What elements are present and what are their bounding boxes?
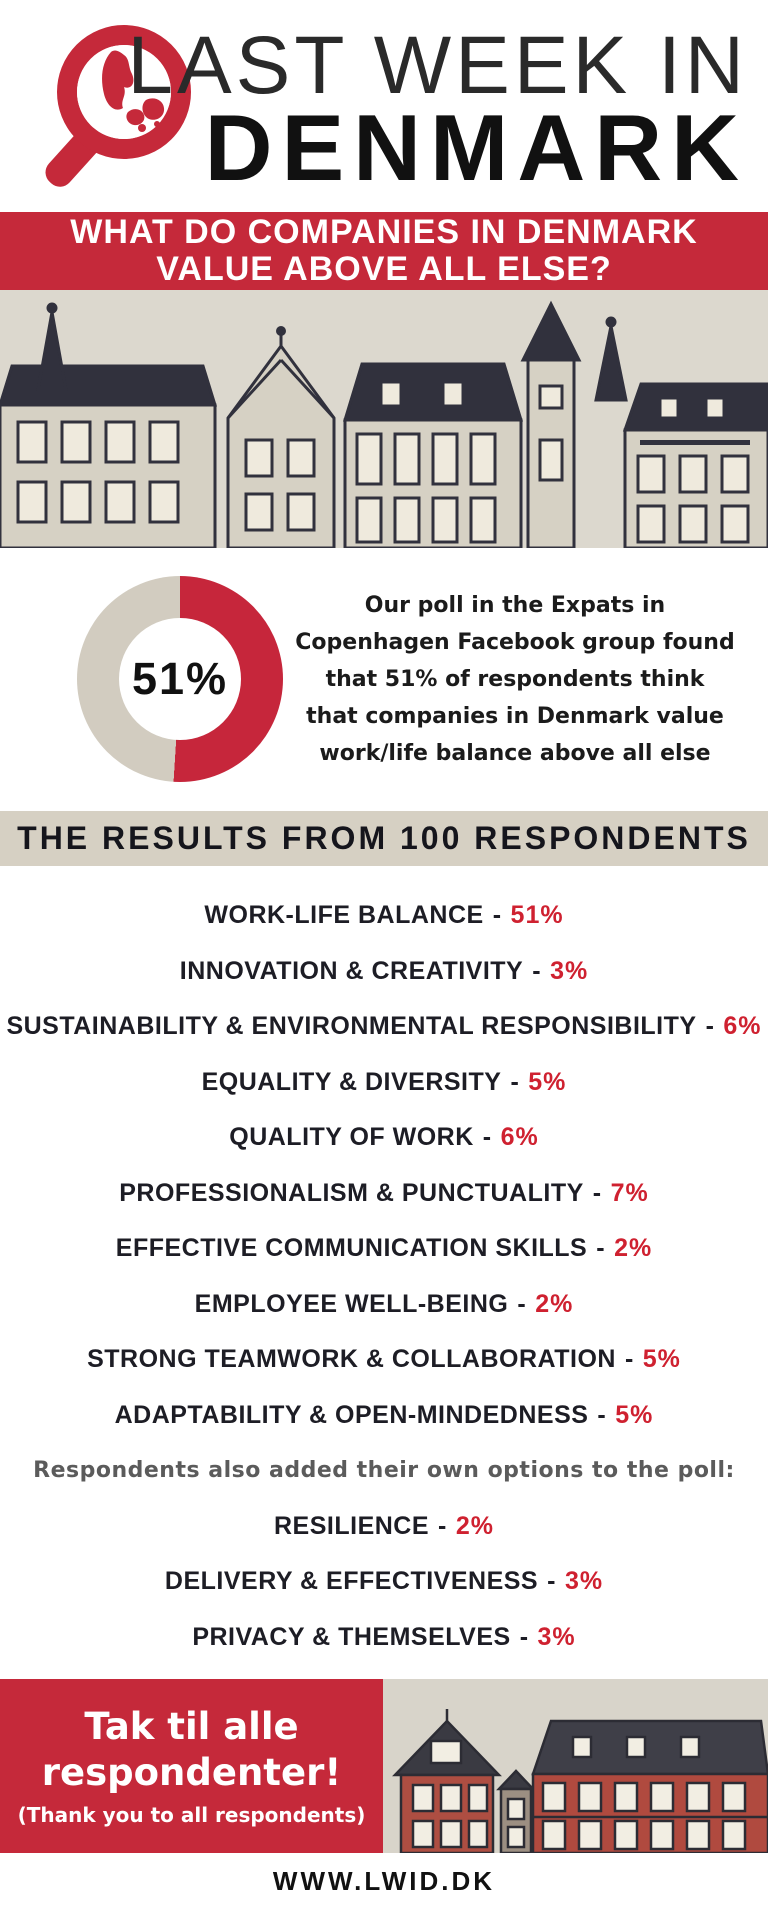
result-label: PRIVACY & THEMSELVES <box>192 1622 511 1651</box>
result-value: 6% <box>723 1012 762 1041</box>
result-row <box>0 999 768 1055</box>
result-row <box>0 888 768 944</box>
question-banner <box>0 212 768 290</box>
own-options-note-row <box>0 1443 768 1499</box>
result-label: PROFESSIONALISM & PUNCTUALITY <box>119 1178 584 1207</box>
question-line1: WHAT DO COMPANIES IN DENMARK <box>70 213 698 251</box>
result-row <box>0 1499 768 1555</box>
result-row <box>0 1055 768 1111</box>
result-value: 3% <box>550 956 589 985</box>
result-value: 5% <box>615 1400 654 1429</box>
result-value: 7% <box>610 1178 649 1207</box>
question-line2: VALUE ABOVE ALL ELSE? <box>156 250 612 288</box>
result-label: RESILIENCE <box>274 1511 430 1540</box>
result-value: 3% <box>564 1567 604 1596</box>
result-value: 2% <box>455 1511 494 1540</box>
poll-summary-line: that 51% of respondents think <box>325 667 705 692</box>
donut-center-label: 51% <box>131 653 229 704</box>
brand-line1: LAST WEEK IN <box>127 20 748 111</box>
brand <box>127 20 748 200</box>
result-label: QUALITY OF WORK <box>229 1123 474 1152</box>
result-label: EMPLOYEE WELL-BEING <box>194 1289 509 1318</box>
result-label: WORK-LIFE BALANCE <box>204 901 484 930</box>
header <box>0 0 768 212</box>
result-value: 5% <box>528 1067 567 1096</box>
red-townhouses-illustration <box>383 1679 768 1853</box>
result-separator: - <box>547 1567 556 1596</box>
result-row <box>0 1166 768 1222</box>
poll-summary-line: that companies in Denmark value <box>306 704 724 729</box>
poll-summary-line: Copenhagen Facebook group found <box>295 630 735 655</box>
results-header-title: THE RESULTS FROM 100 RESPONDENTS <box>17 820 751 856</box>
result-label: ADAPTABILITY & OPEN-MINDEDNESS <box>114 1400 589 1429</box>
thanks-block <box>0 1679 383 1853</box>
poll-summary-line: work/life balance above all else <box>319 741 711 766</box>
result-value: 6% <box>500 1123 539 1152</box>
poll-summary-text <box>278 587 752 772</box>
result-value: 51% <box>510 901 564 930</box>
result-separator: - <box>519 1622 529 1651</box>
result-separator: - <box>705 1012 715 1041</box>
result-value: 5% <box>642 1345 681 1374</box>
main-results <box>0 888 768 1443</box>
result-label: EFFECTIVE COMMUNICATION SKILLS <box>115 1234 588 1263</box>
result-separator: - <box>592 1178 602 1207</box>
result-row <box>0 1277 768 1333</box>
website-url: WWW.LWID.DK <box>272 1866 496 1896</box>
result-row <box>0 1554 768 1610</box>
thanks-line2: respondenter! <box>41 1751 342 1794</box>
result-label: EQUALITY & DIVERSITY <box>201 1067 502 1096</box>
result-label: DELIVERY & EFFECTIVENESS <box>164 1567 539 1596</box>
result-row <box>0 1610 768 1666</box>
poll-summary-line: Our poll in the Expats in <box>364 593 666 618</box>
result-separator: - <box>532 956 542 985</box>
donut-chart <box>77 576 283 782</box>
own-options-note: Respondents also added their own options to the poll: <box>33 1458 735 1484</box>
result-row <box>0 1221 768 1277</box>
added-results <box>0 1499 768 1666</box>
result-row <box>0 1332 768 1388</box>
result-label: STRONG TEAMWORK & COLLABORATION <box>87 1345 616 1374</box>
result-separator: - <box>438 1511 447 1540</box>
result-separator: - <box>517 1289 527 1318</box>
result-separator: - <box>596 1234 606 1263</box>
result-separator: - <box>492 901 502 930</box>
brand-line2: DENMARK <box>204 95 748 200</box>
result-row <box>0 944 768 1000</box>
thanks-translation: (Thank you to all respondents) <box>17 1803 366 1827</box>
result-label: SUSTAINABILITY & ENVIRONMENTAL RESPONSIBILITY <box>6 1012 697 1041</box>
donut-hole <box>119 618 241 740</box>
result-separator: - <box>510 1067 520 1096</box>
result-separator: - <box>482 1123 492 1152</box>
thanks-line1: Tak til alle <box>84 1705 299 1748</box>
result-separator: - <box>624 1345 634 1374</box>
results-list <box>0 888 768 1665</box>
result-value: 2% <box>614 1234 653 1263</box>
results-header-strip <box>0 811 768 866</box>
result-row <box>0 1110 768 1166</box>
result-label: INNOVATION & CREATIVITY <box>179 956 524 985</box>
result-separator: - <box>597 1400 607 1429</box>
copenhagen-skyline-illustration <box>0 290 768 548</box>
result-row <box>0 1388 768 1444</box>
result-value: 2% <box>535 1289 574 1318</box>
result-value: 3% <box>537 1622 576 1651</box>
